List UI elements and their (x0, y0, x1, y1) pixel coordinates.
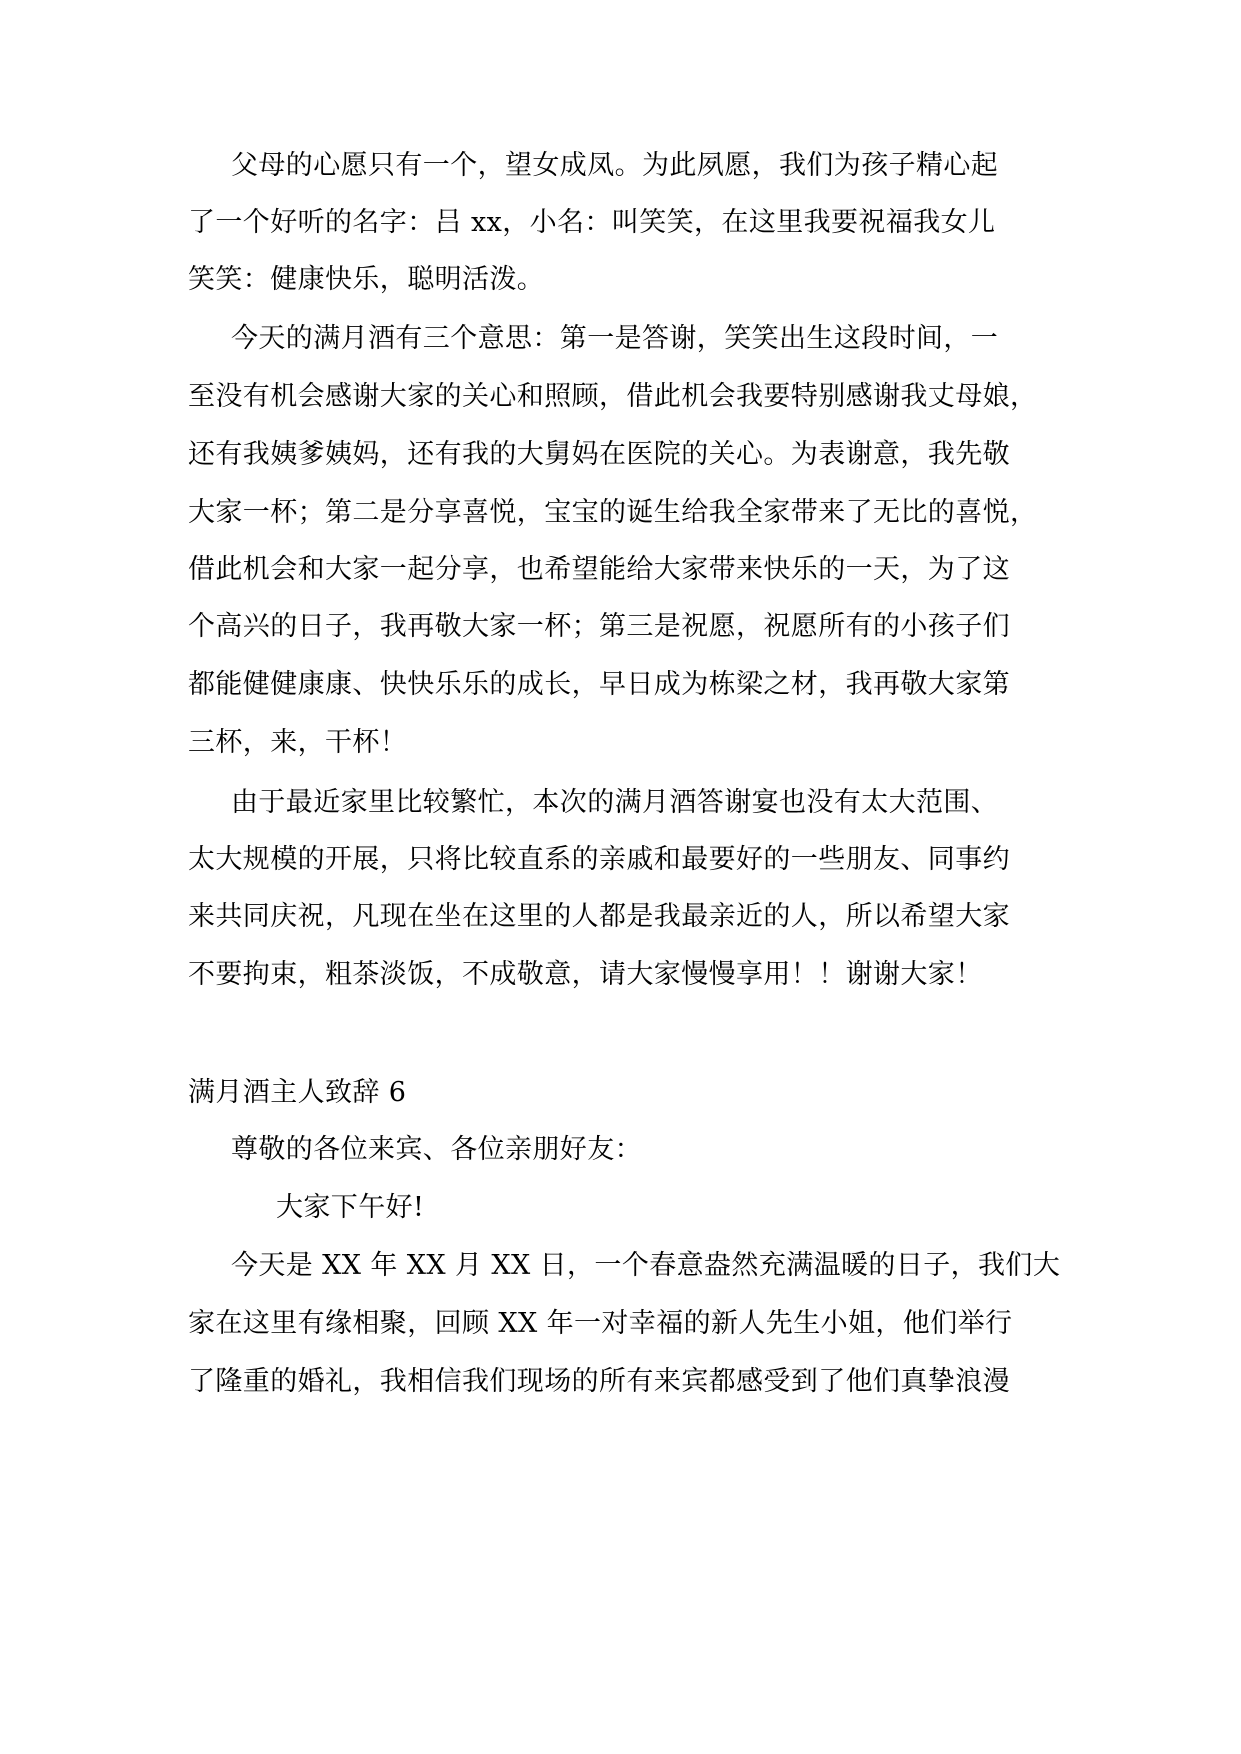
text-line: 了一个好听的名字：吕 xx，小名：叫笑笑，在这里我要祝福我女儿 (188, 207, 996, 238)
greeting: 大家下午好! (276, 1192, 425, 1223)
salutation: 尊敬的各位来宾、各位亲朋好友： (231, 1134, 642, 1165)
text-line: 父母的心愿只有一个，望女成凤。为此夙愿，我们为孩子精心起 (231, 150, 999, 181)
text-line: 至没有机会感谢大家的关心和照顾，借此机会我要特别感谢我丈母娘， (188, 381, 1038, 412)
text-line: 笑笑：健康快乐，聪明活泼。 (188, 264, 545, 295)
text-line: 不要拘束，粗茶淡饭，不成敬意，请大家慢慢享用！！谢谢大家！ (188, 959, 983, 990)
text-line: 今天是 XX 年 XX 月 XX 日，一个春意盎然充满温暖的日子，我们大 (231, 1250, 1061, 1281)
section-title: 满月酒主人致辞 6 (188, 1077, 407, 1108)
text-line: 大家一杯；第二是分享喜悦，宝宝的诞生给我全家带来了无比的喜悦， (188, 497, 1038, 528)
text-line: 由于最近家里比较繁忙，本次的满月酒答谢宴也没有太大范围、 (231, 787, 999, 818)
text-line: 来共同庆祝，凡现在坐在这里的人都是我最亲近的人，所以希望大家 (188, 901, 1010, 932)
text-line: 还有我姨爹姨妈，还有我的大舅妈在医院的关心。为表谢意，我先敬 (188, 439, 1010, 470)
text-line: 太大规模的开展，只将比较直系的亲戚和最要好的一些朋友、同事约 (188, 844, 1010, 875)
text-line: 个高兴的日子，我再敬大家一杯；第三是祝愿，祝愿所有的小孩子们 (188, 611, 1010, 642)
text-line: 都能健健康康、快快乐乐的成长，早日成为栋梁之材，我再敬大家第 (188, 669, 1010, 700)
text-line: 今天的满月酒有三个意思：第一是答谢，笑笑出生这段时间，一 (231, 323, 999, 354)
text-line: 借此机会和大家一起分享，也希望能给大家带来快乐的一天，为了这 (188, 554, 1010, 585)
text-line: 三杯，来，干杯！ (188, 727, 408, 758)
text-line: 家在这里有缘相聚，回顾 XX 年一对幸福的新人先生小姐，他们举行 (188, 1308, 1013, 1339)
text-line: 了隆重的婚礼，我相信我们现场的所有来宾都感受到了他们真挚浪漫 (188, 1366, 1010, 1397)
